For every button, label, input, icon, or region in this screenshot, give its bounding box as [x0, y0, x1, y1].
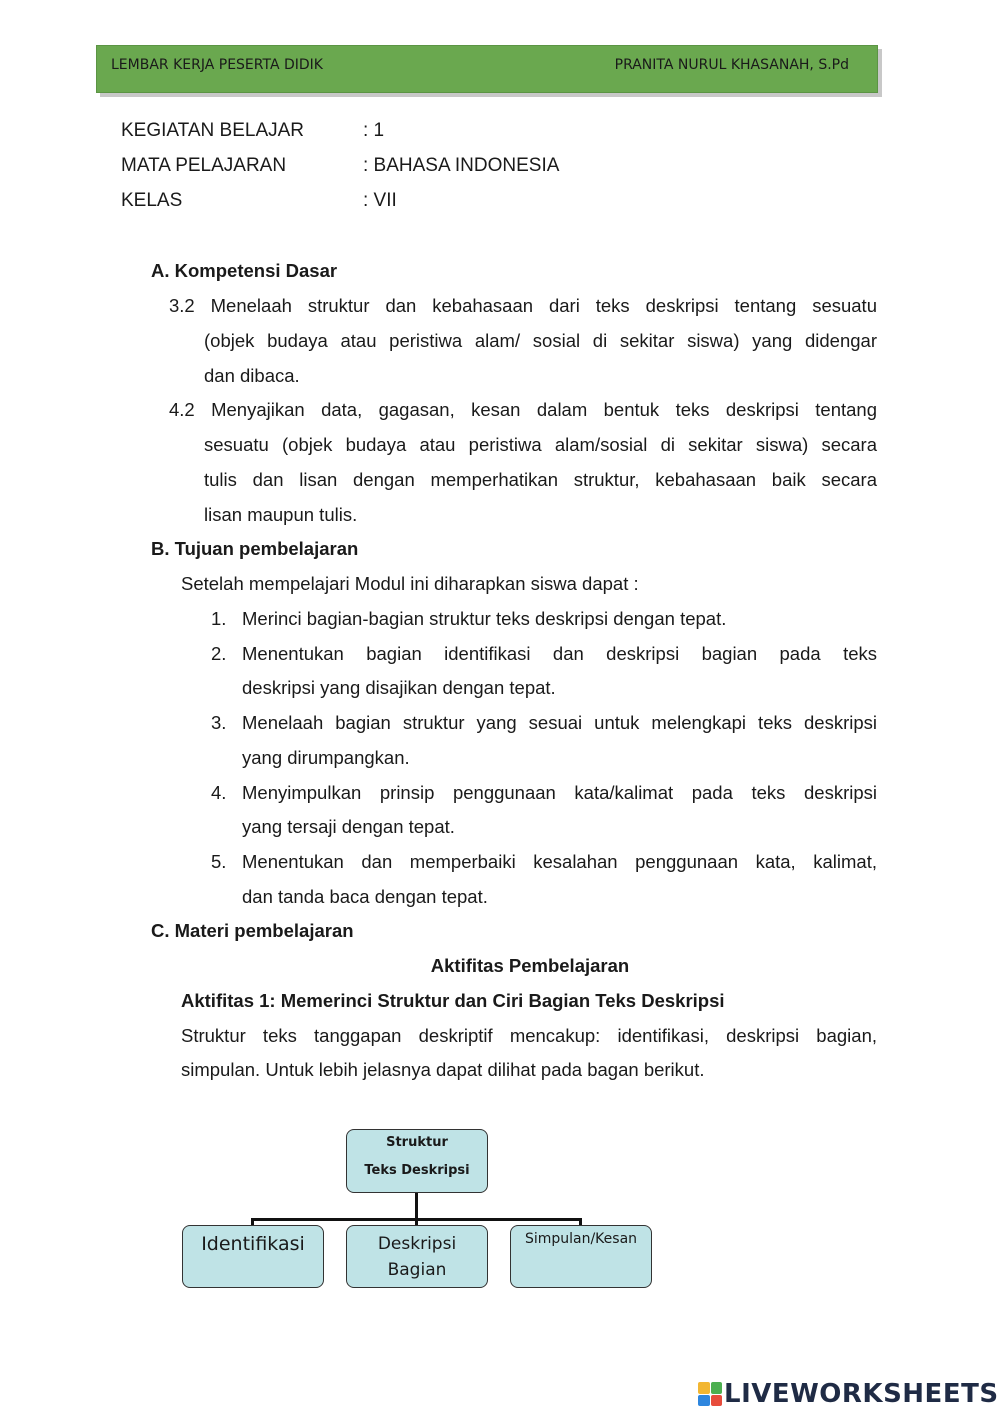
kd-4-2-line: lisan maupun tulis. — [204, 504, 358, 525]
kd-3-2-line: 3.2 Menelaah struktur dan kebahasaan dari teks deskripsi tentang sesuatu — [169, 295, 877, 316]
list-item: Menelaah bagian struktur yang sesuai untuk melengkapi teks deskripsi — [242, 712, 877, 733]
list-item-number: 5. — [211, 851, 227, 872]
logo-text: LIVEWORKSHEETS — [724, 1379, 999, 1409]
list-item-number: 2. — [211, 643, 227, 664]
list-item: Menentukan dan memperbaiki kesalahan penggunaan kata, kalimat, — [242, 851, 877, 872]
paragraph-line: Struktur teks tanggapan deskriptif mencakup: identifikasi, deskripsi bagian, — [181, 1025, 877, 1046]
list-item-continuation: deskripsi yang disajikan dengan tepat. — [242, 677, 556, 698]
list-item-number: 1. — [211, 608, 227, 629]
kd-4-2-line: tulis dan lisan dengan memperhatikan struktur, kebahasaan baik secara — [204, 469, 877, 490]
info-label: KEGIATAN BELAJAR — [121, 120, 305, 141]
info-value: : BAHASA INDONESIA — [363, 155, 560, 176]
info-value: : 1 — [363, 120, 385, 141]
list-item-continuation: dan tanda baca dengan tepat. — [242, 886, 488, 907]
diagram-child-label: Bagian — [387, 1260, 447, 1280]
paragraph-line: simpulan. Untuk lebih jelasnya dapat dilihat pada bagan berikut. — [181, 1059, 705, 1080]
kd-3-2-line: dan dibaca. — [204, 365, 300, 386]
activity-1-title: Aktifitas 1: Memerinci Struktur dan Ciri Bagian Teks Deskripsi — [181, 990, 725, 1011]
diagram-child-label: Deskripsi — [377, 1234, 457, 1254]
diagram-child-label: Identifikasi — [201, 1233, 305, 1255]
section-a-title: A. Kompetensi Dasar — [151, 260, 338, 281]
diagram-root-line: Teks Deskripsi — [364, 1163, 470, 1178]
section-c-title: C. Materi pembelajaran — [151, 920, 354, 941]
info-value: : VII — [363, 190, 397, 211]
list-item-number: 4. — [211, 782, 227, 803]
list-item: Menentukan bagian identifikasi dan deskripsi bagian pada teks — [242, 643, 877, 664]
list-item-continuation: yang dirumpangkan. — [242, 747, 410, 768]
diagram-root-box — [346, 1129, 488, 1193]
diagram-child-box — [346, 1225, 488, 1288]
diagram-root-line: Struktur — [386, 1135, 448, 1150]
kd-4-2-line: sesuatu (objek budaya atau peristiwa alam/sosial di sekitar siswa) secara — [204, 434, 877, 455]
info-label: MATA PELAJARAN — [121, 155, 287, 176]
kd-4-2-line: 4.2 Menyajikan data, gagasan, kesan dalam bentuk teks deskripsi tentang — [169, 399, 877, 420]
list-item-number: 3. — [211, 712, 227, 733]
list-item-continuation: yang tersaji dengan tepat. — [242, 816, 455, 837]
diagram-child-box — [182, 1225, 324, 1288]
liveworksheets-logo — [698, 1377, 999, 1411]
logo-icon — [698, 1382, 722, 1406]
activity-heading: Aktifitas Pembelajaran — [430, 955, 630, 976]
kd-3-2-line: (objek budaya atau peristiwa alam/ sosial di sekitar siswa) yang didengar — [204, 330, 877, 351]
list-item: Merinci bagian-bagian struktur teks deskripsi dengan tepat. — [242, 608, 727, 629]
connector-line — [415, 1193, 418, 1219]
document-header — [96, 45, 878, 93]
section-b-intro: Setelah mempelajari Modul ini diharapkan siswa dapat : — [181, 573, 639, 594]
diagram-child-label: Simpulan/Kesan — [524, 1231, 638, 1247]
list-item: Menyimpulkan prinsip penggunaan kata/kalimat pada teks deskripsi — [242, 782, 877, 803]
section-b-title: B. Tujuan pembelajaran — [151, 538, 359, 559]
header-author: PRANITA NURUL KHASANAH, S.Pd — [614, 57, 849, 73]
header-title: LEMBAR KERJA PESERTA DIDIK — [111, 57, 323, 73]
diagram-child-box — [510, 1225, 652, 1288]
info-label: KELAS — [121, 190, 183, 211]
